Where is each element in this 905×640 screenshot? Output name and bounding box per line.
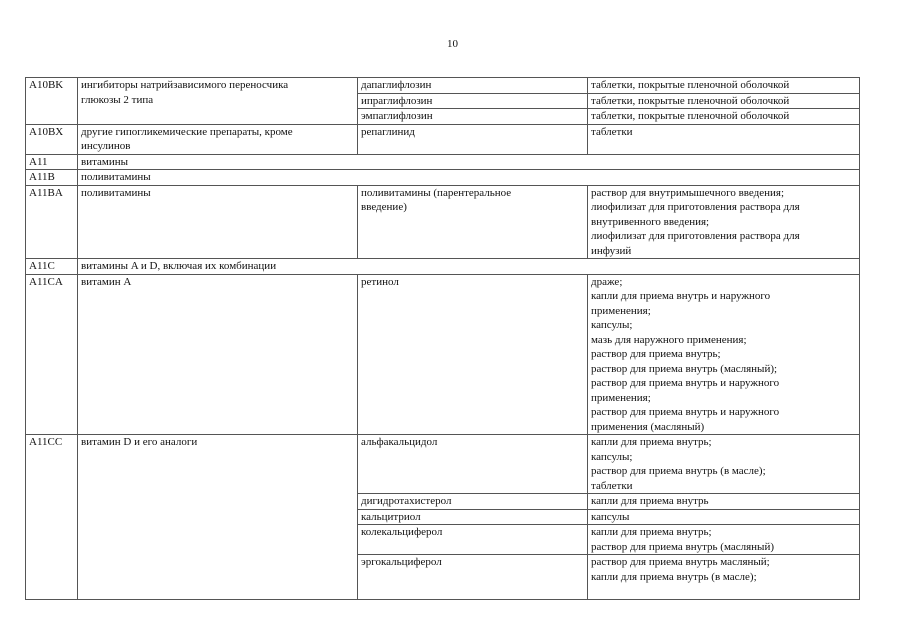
group-name-cell-line: поливитамины	[81, 171, 151, 183]
atc-code-cell	[26, 185, 78, 259]
drug-name-cell	[358, 274, 588, 435]
dosage-form-cell-line: капли для приема внутрь	[591, 495, 709, 507]
dosage-form-cell	[588, 109, 860, 125]
dosage-form-cell-line: мазь для наружного применения;	[591, 333, 747, 346]
group-name-cell-line: витамины A и D, включая их комбинации	[81, 260, 277, 272]
dosage-form-cell-line: капли для приема внутрь (в масле);	[591, 570, 757, 583]
dosage-form-cell	[588, 78, 860, 94]
dosage-form-cell-line: применения (масляный)	[591, 420, 705, 433]
group-name-cell	[78, 435, 358, 600]
group-name-cell	[78, 124, 358, 154]
dosage-form-cell	[588, 93, 860, 109]
table-row	[26, 259, 860, 275]
drug-name-cell-line: дигидротахистерол	[361, 495, 452, 507]
dosage-form-cell-line: лиофилизат для приготовления раствора для	[591, 201, 800, 213]
drug-name-cell	[358, 93, 588, 109]
group-name-cell-line: глюкозы 2 типа	[81, 93, 154, 106]
dosage-form-cell-line: раствор для приема внутрь масляный;	[591, 556, 770, 568]
atc-code-cell-line: A11BA	[29, 186, 63, 199]
drug-table	[25, 77, 860, 600]
atc-code-cell-line: A10BK	[29, 79, 64, 91]
drug-name-cell	[358, 494, 588, 510]
atc-code-cell-line: A11B	[29, 171, 55, 183]
dosage-form-cell-line: таблетки, покрытые пленочной оболочкой	[591, 110, 790, 122]
group-name-cell-line: другие гипогликемические препараты, кроме	[81, 125, 293, 138]
dosage-form-cell-line	[591, 584, 856, 599]
group-name-cell-line: витамины	[81, 155, 129, 168]
dosage-form-cell	[588, 274, 860, 435]
dosage-form-cell-line: капсулы	[591, 510, 630, 523]
dosage-form-cell-line: применения;	[591, 391, 651, 404]
atc-code-cell-line: A11C	[29, 260, 55, 272]
dosage-form-cell-line: капли для приема внутрь;	[591, 436, 712, 448]
dosage-form-cell-line: применения;	[591, 304, 651, 317]
dosage-form-cell	[588, 124, 860, 154]
dosage-form-cell	[588, 435, 860, 494]
table-row	[26, 154, 860, 170]
drug-name-cell-line: кальцитриол	[361, 510, 421, 523]
dosage-form-cell	[588, 525, 860, 555]
table-row	[26, 170, 860, 186]
table-row	[26, 274, 860, 435]
dosage-form-cell-line: лиофилизат для приготовления раствора для	[591, 230, 800, 242]
page-number: 10	[447, 38, 458, 50]
dosage-form-cell-line: раствор для приема внутрь (масляный)	[591, 540, 774, 553]
atc-code-cell-line: A11CC	[29, 436, 63, 448]
atc-code-cell	[26, 274, 78, 435]
drug-name-cell-line: эргокальциферол	[361, 556, 442, 568]
drug-name-cell-line: введение)	[361, 201, 407, 213]
group-name-cell	[78, 154, 860, 170]
dosage-form-cell	[588, 509, 860, 525]
drug-name-cell	[358, 185, 588, 259]
group-name-cell-line: поливитамины	[81, 186, 151, 199]
dosage-form-cell-line: раствор для приема внутрь и наружного	[591, 377, 780, 389]
drug-name-cell-line: поливитамины (парентеральное	[361, 186, 512, 199]
atc-code-cell-line: A11CA	[29, 275, 63, 288]
dosage-form-cell-line: таблетки, покрытые пленочной оболочкой	[591, 79, 790, 91]
drug-name-cell	[358, 509, 588, 525]
atc-code-cell	[26, 78, 78, 125]
group-name-cell-line: инсулинов	[81, 140, 131, 152]
atc-code-cell-line: A11	[29, 155, 48, 168]
table-row	[26, 78, 860, 94]
dosage-form-cell-line: раствор для приема внутрь;	[591, 348, 721, 360]
dosage-form-cell-line: раствор для внутримышечного введения;	[591, 186, 785, 199]
table-row	[26, 185, 860, 259]
dosage-form-cell	[588, 555, 860, 600]
atc-code-cell-line: A10BX	[29, 125, 64, 138]
dosage-form-cell-line: капли для приема внутрь и наружного	[591, 290, 771, 302]
group-name-cell-line: витамин D и его аналоги	[81, 436, 198, 448]
drug-name-cell-line: репаглинид	[361, 125, 415, 138]
drug-name-cell-line: дапаглифлозин	[361, 79, 432, 91]
drug-name-cell	[358, 109, 588, 125]
dosage-form-cell-line: капсулы;	[591, 450, 633, 463]
drug-name-cell	[358, 525, 588, 555]
drug-name-cell	[358, 435, 588, 494]
group-name-cell	[78, 170, 860, 186]
drug-name-cell	[358, 124, 588, 154]
atc-code-cell	[26, 154, 78, 170]
dosage-form-cell-line: внутривенного введения;	[591, 215, 710, 228]
dosage-form-cell	[588, 185, 860, 259]
drug-name-cell	[358, 555, 588, 600]
table-row	[26, 124, 860, 154]
drug-name-cell-line: альфакальцидол	[361, 436, 438, 448]
group-name-cell	[78, 78, 358, 125]
dosage-form-cell	[588, 494, 860, 510]
dosage-form-cell-line: раствор для приема внутрь и наружного	[591, 406, 780, 418]
group-name-cell-line: ингибиторы натрийзависимого переносчика	[81, 79, 289, 91]
dosage-form-cell-line: капсулы;	[591, 319, 633, 331]
dosage-form-cell-line: таблетки, покрытые пленочной оболочкой	[591, 94, 790, 107]
dosage-form-cell-line: таблетки	[591, 479, 633, 492]
group-name-cell	[78, 185, 358, 259]
group-name-cell	[78, 259, 860, 275]
dosage-form-cell-line: драже;	[591, 275, 623, 288]
group-name-cell-line: витамин A	[81, 275, 132, 288]
atc-code-cell	[26, 259, 78, 275]
drug-name-cell-line: эмпаглифлозин	[361, 110, 433, 122]
dosage-form-cell-line: раствор для приема внутрь (масляный);	[591, 362, 778, 375]
dosage-form-cell-line: раствор для приема внутрь (в масле);	[591, 465, 766, 477]
atc-code-cell	[26, 170, 78, 186]
atc-code-cell	[26, 124, 78, 154]
drug-name-cell	[358, 78, 588, 94]
drug-name-cell-line: колекальциферол	[361, 526, 443, 538]
group-name-cell	[78, 274, 358, 435]
dosage-form-cell-line: капли для приема внутрь;	[591, 526, 712, 538]
drug-name-cell-line: ипраглифлозин	[361, 94, 433, 107]
table-row	[26, 435, 860, 494]
dosage-form-cell-line: таблетки	[591, 125, 633, 138]
dosage-form-cell-line: инфузий	[591, 244, 632, 257]
drug-name-cell-line: ретинол	[361, 275, 399, 288]
atc-code-cell	[26, 435, 78, 600]
